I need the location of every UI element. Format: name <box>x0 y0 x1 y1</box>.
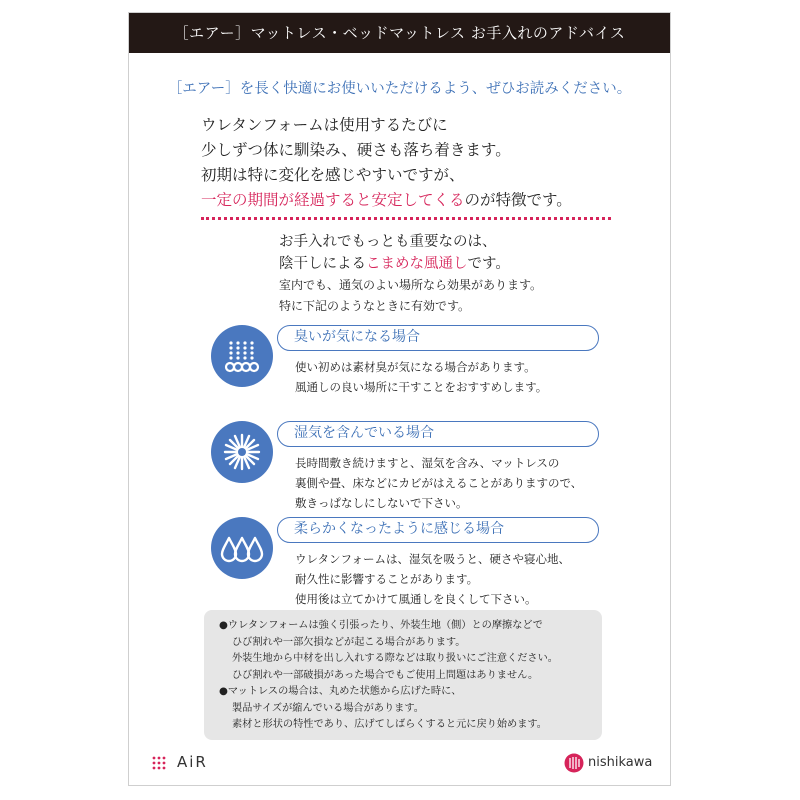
intro-text: ［エアー］を長く快適にお使いいただけるよう、ぜひお読みください。 <box>167 81 632 97</box>
header-title: ［エアー］マットレス・ベッドマットレス お手入れのアドバイス <box>129 13 670 53</box>
care-text-block <box>279 231 619 317</box>
water-drops-icon <box>211 517 273 579</box>
note-line: ひび割れや一部破損があった場合でもご使用上問題はありません。 <box>232 669 539 681</box>
advice-sheet <box>128 12 671 786</box>
odor-icon <box>211 325 273 387</box>
air-dots-icon <box>151 755 171 775</box>
air-brand-text: AiR <box>177 753 208 771</box>
case-softness-body <box>295 549 615 609</box>
nishikawa-logo <box>564 752 674 776</box>
case-softness-title: 柔らかくなったように感じる場合 <box>277 517 599 543</box>
main-line-4-rest: のが特徴です。 <box>464 191 572 209</box>
note-line: 素材と形状の特性であり、広げてしばらくすると元に戻り始めます。 <box>232 719 547 730</box>
case-odor-body <box>295 357 615 397</box>
main-emphasis: 一定の期間が経過すると安定してくる <box>201 191 465 209</box>
case-humidity-body <box>295 453 615 513</box>
case-softness-line-2: 耐久性に影響することがあります。 <box>295 572 479 586</box>
case-odor <box>211 325 611 405</box>
air-logo <box>151 752 231 776</box>
main-text-block <box>201 113 621 213</box>
case-odor-line-2: 風通しの良い場所に干すことをおすすめします。 <box>295 380 548 394</box>
case-humidity <box>211 421 611 510</box>
case-humidity-line-3: 敷きっぱなしにしないで下さい。 <box>295 496 468 510</box>
care-sub-1: 室内でも、通気のよい場所なら効果があります。 <box>279 278 543 292</box>
main-line-4 <box>201 188 621 213</box>
note-line: ●ウレタンフォームは強く引張ったり、外装生地（側）との摩擦などで <box>219 620 543 631</box>
case-humidity-line-2: 裏側や畳、床などにカビがはえることがありますので、 <box>295 476 583 490</box>
dotted-divider <box>201 217 611 220</box>
care-sub-2: 特に下記のようなときに有効です。 <box>279 299 471 313</box>
case-softness-line-3: 使用後は立てかけて風通しを良くして下さい。 <box>295 592 537 606</box>
case-softness <box>211 517 611 606</box>
maker-name: nishikawa <box>588 755 653 770</box>
care-line-2 <box>279 253 619 275</box>
care-line-1: お手入れでもっとも重要なのは、 <box>279 234 497 250</box>
humidity-icon <box>211 421 273 483</box>
case-humidity-line-1: 長時間敷き続けますと、湿気を含み、マットレスの <box>295 456 560 470</box>
case-softness-line-1: ウレタンフォームは、湿気を吸うと、硬さや寝心地、 <box>295 552 570 566</box>
caution-note <box>204 610 602 740</box>
nishikawa-mark-icon <box>564 753 584 773</box>
case-odor-line-1: 使い初めは素材臭が気になる場合があります。 <box>295 360 536 374</box>
case-odor-title: 臭いが気になる場合 <box>277 325 599 351</box>
case-humidity-title: 湿気を含んでいる場合 <box>277 421 599 447</box>
care-line-2-post: です。 <box>467 256 510 272</box>
care-line-2-pre: 陰干しによる <box>279 256 366 272</box>
note-line: 外装生地から中材を出し入れする際などは取り扱いにご注意ください。 <box>232 653 558 664</box>
main-line-2: 少しずつ体に馴染み、硬さも落ち着きます。 <box>201 141 511 159</box>
main-line-1: ウレタンフォームは使用するたびに <box>201 116 448 134</box>
note-line: 製品サイズが縮んでいる場合があります。 <box>232 702 424 714</box>
main-line-3: 初期は特に変化を感じやすいですが、 <box>201 166 465 184</box>
note-line: ●マットレスの場合は、丸めた状態から広げた時に、 <box>219 686 462 697</box>
note-line: ひび割れや一部欠損などが起こる場合があります。 <box>232 636 466 648</box>
care-emphasis: こまめな風通し <box>366 256 468 272</box>
